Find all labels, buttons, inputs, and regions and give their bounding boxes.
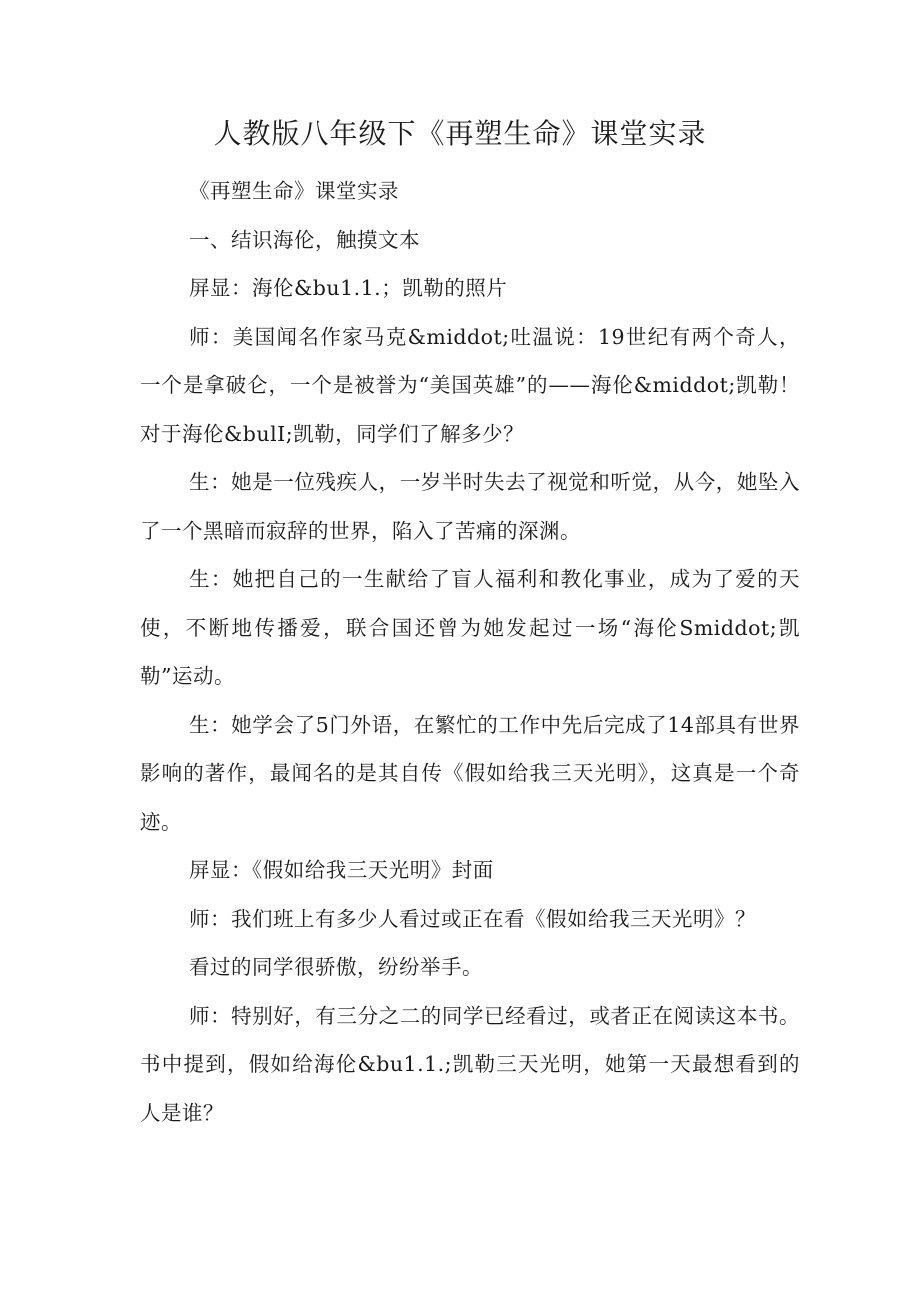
paragraph-subtitle: 《再塑生命》课堂实录 (189, 179, 399, 203)
document-body (140, 167, 800, 1137)
paragraph-screen-cover: 屏显：《假如给我三天光明》封面 (189, 858, 494, 882)
paragraph-teacher-intro: 师：美国闻名作家马克&middot;吐温说：19世纪有两个奇人，一个是拿破仑，一个是被誉为“美国英雄”的——海伦&middot;凯勒！对于海伦&bulI;凯勒，同学们了解多少？ (140, 324, 800, 446)
paragraph-screen-photo: 屏显：海伦&bu1.1.；凯勒的照片 (189, 276, 508, 300)
paragraph-teacher-question: 师：我们班上有多少人看过或正在看《假如给我三天光明》？ (189, 906, 756, 931)
paragraph-student-2: 生：她把自己的一生献给了盲人福利和教化事业，成为了爱的天使，不断地传播爱，联合国还曾为她发起过一场“海伦Smiddot;凯勒”运动。 (140, 567, 800, 688)
document-title: 人教版八年级下《再塑生命》课堂实录 (213, 117, 707, 150)
paragraph-class-reaction: 看过的同学很骄傲，纷纷举手。 (189, 955, 483, 979)
paragraph-student-3: 生：她学会了5门外语，在繁忙的工作中先后完成了14部具有世界影响的著作，最闻名的是其自传《假如给我三天光明》，这真是一个奇迹。 (140, 712, 800, 834)
paragraph-teacher-followup: 师：特别好，有三分之二的同学已经看过，或者正在阅读这本书。书中提到，假如给海伦&bu1.1.;凯勒三天光明，她第一天最想看到的人是谁？ (140, 1003, 800, 1125)
paragraph-student-1: 生：她是一位残疾人，一岁半时失去了视觉和听觉，从今，她坠入了一个黑暗而寂辞的世界，陷入了苦痛的深渊。 (140, 470, 800, 543)
paragraph-section-heading: 一、结识海伦，触摸文本 (189, 227, 420, 252)
